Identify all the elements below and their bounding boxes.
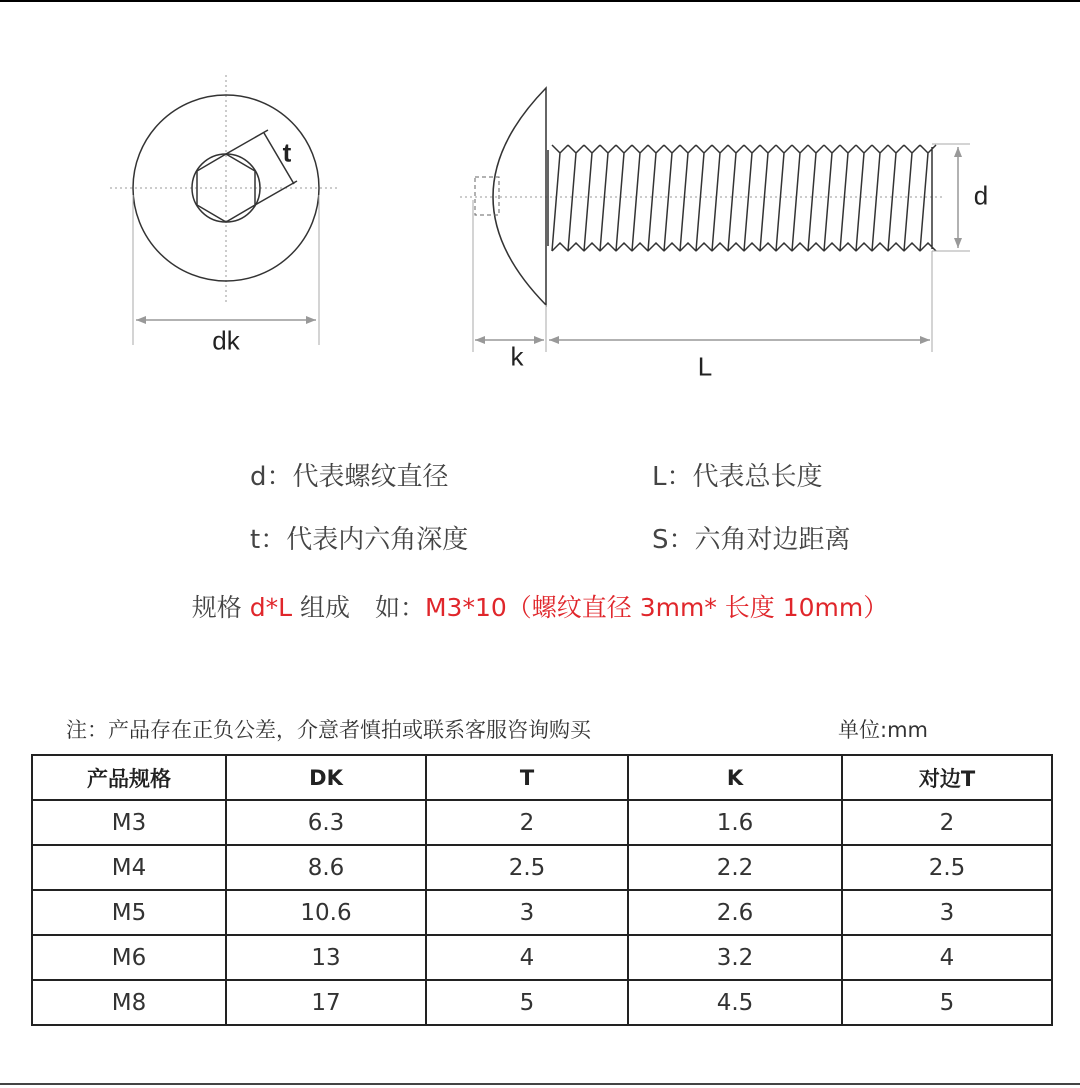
spec-prefix: 规格 bbox=[191, 593, 250, 622]
table-row bbox=[32, 800, 1052, 845]
legend-key: t： bbox=[250, 525, 287, 555]
side-view bbox=[460, 88, 970, 352]
label-dk: dk bbox=[212, 325, 240, 356]
legend-text: 代表总长度 bbox=[692, 462, 823, 492]
table-row bbox=[32, 845, 1052, 890]
table-cell: 2.5 bbox=[426, 845, 628, 890]
spec-example: M3*10（螺纹直径 3mm* 长度 10mm） bbox=[424, 593, 889, 622]
spec-table bbox=[31, 754, 1053, 1026]
table-cell: 4.5 bbox=[628, 980, 842, 1025]
table-cell: 3 bbox=[426, 890, 628, 935]
header-k: K bbox=[628, 755, 842, 800]
legend-L bbox=[652, 456, 823, 493]
header-t: T bbox=[426, 755, 628, 800]
table-cell: 2.2 bbox=[628, 845, 842, 890]
legend-t bbox=[250, 519, 468, 556]
table-cell: 6.3 bbox=[226, 800, 426, 845]
tolerance-note: 注：产品存在正负公差，介意者慎拍或联系客服咨询购买 bbox=[66, 718, 591, 742]
table-cell: 3.2 bbox=[628, 935, 842, 980]
table-cell: 4 bbox=[842, 935, 1052, 980]
legend-key: d： bbox=[250, 462, 293, 492]
label-d: d bbox=[973, 180, 989, 211]
table-cell: 17 bbox=[226, 980, 426, 1025]
spec-line bbox=[0, 588, 1080, 624]
table-cell: 10.6 bbox=[226, 890, 426, 935]
unit-label: 单位:mm bbox=[838, 718, 928, 742]
legend-d bbox=[250, 456, 449, 493]
header-across-flats: 对边T bbox=[842, 755, 1052, 800]
table-cell: M6 bbox=[32, 935, 226, 980]
table-cell: 2.6 bbox=[628, 890, 842, 935]
table-cell: 8.6 bbox=[226, 845, 426, 890]
legend-text: 六角对边距离 bbox=[694, 525, 851, 555]
legend-key: L： bbox=[652, 462, 693, 492]
spec-formula: d*L bbox=[249, 593, 293, 622]
table-row bbox=[32, 980, 1052, 1025]
header-spec: 产品规格 bbox=[32, 755, 226, 800]
legend-text: 代表螺纹直径 bbox=[292, 462, 449, 492]
table-cell: 2 bbox=[426, 800, 628, 845]
table-cell: 1.6 bbox=[628, 800, 842, 845]
table-header-row bbox=[32, 755, 1052, 800]
table-cell: 13 bbox=[226, 935, 426, 980]
spec-middle: 组成 如： bbox=[292, 593, 425, 622]
legend-key: S： bbox=[652, 525, 695, 555]
table-cell: M3 bbox=[32, 800, 226, 845]
table-row bbox=[32, 890, 1052, 935]
table-cell: M4 bbox=[32, 845, 226, 890]
label-L: L bbox=[697, 351, 713, 382]
label-k: k bbox=[510, 341, 524, 372]
table-row bbox=[32, 935, 1052, 980]
screw-diagram bbox=[0, 0, 1080, 420]
table-cell: 5 bbox=[426, 980, 628, 1025]
table-cell: 5 bbox=[842, 980, 1052, 1025]
table-cell: 3 bbox=[842, 890, 1052, 935]
legend-text: 代表内六角深度 bbox=[286, 525, 469, 555]
table-cell: 2.5 bbox=[842, 845, 1052, 890]
header-dk: DK bbox=[226, 755, 426, 800]
table-cell: 2 bbox=[842, 800, 1052, 845]
table-cell: 4 bbox=[426, 935, 628, 980]
front-view bbox=[110, 75, 338, 345]
legend-S bbox=[652, 519, 851, 556]
table-cell: M8 bbox=[32, 980, 226, 1025]
bottom-border bbox=[0, 1083, 1080, 1085]
label-t: t bbox=[282, 137, 292, 168]
table-cell: M5 bbox=[32, 890, 226, 935]
